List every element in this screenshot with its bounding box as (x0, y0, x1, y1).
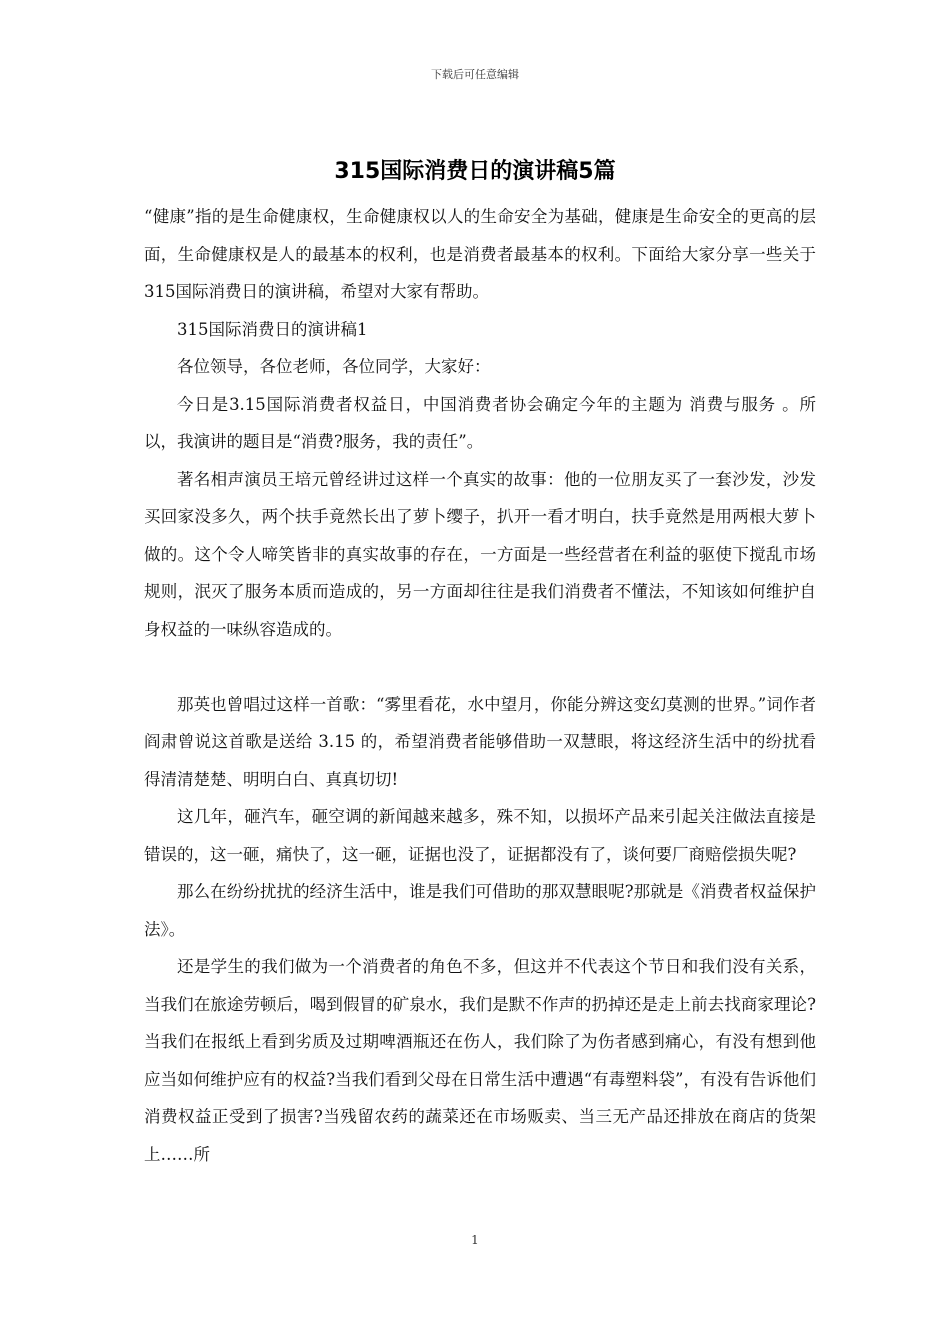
page-number: 1 (471, 1233, 479, 1247)
page-header: 下载后可任意编辑 (431, 68, 519, 81)
salutation: 各位领导，各位老师，各位同学，大家好： (177, 357, 491, 376)
body-paragraph: 著名相声演员王培元曾经讲过这样一个真实的故事：他的一位朋友买了一套沙发，沙发买回家没多久，两个扶手竟然长出了萝卜缨子，扒开一看才明白，扶手竟然是用两根大萝卜做的。这个令人啼笑皆非的真实故事的存在，一方面是一些经营者在利益的驱使下搅乱市场规则，泯灭了服务本质而造成的，另一方面却往往是我们消费者不懂法，不知该如何维护自身权益的一味纵容造成的。 (144, 469, 816, 639)
body-paragraph: 还是学生的我们做为一个消费者的角色不多，但这并不代表这个节日和我们没有关系，当我们在旅途劳顿后，喝到假冒的矿泉水，我们是默不作声的扔掉还是走上前去找商家理论?当我们在报纸上看到劣质及过期啤酒瓶还在伤人，我们除了为伤者感到痛心，有没有想到他应当如何维护应有的权益?当我们看到父母在日常生活中遭遇“有毒塑料袋”，有没有告诉他们消费权益正受到了损害?当残留农药的蔬菜还在市场贩卖、当三无产品还排放在商店的货架上……所 (144, 957, 816, 1164)
document-title: 315国际消费日的演讲稿5篇 (334, 159, 616, 184)
section-heading: 315国际消费日的演讲稿1 (177, 319, 368, 339)
body-paragraph: 这几年，砸汽车，砸空调的新闻越来越多，殊不知，以损坏产品来引起关注做法直接是错误的，这一砸，痛快了，这一砸，证据也没了，证据都没有了，谈何要厂商赔偿损失呢? (144, 807, 816, 864)
body-paragraph: 今日是3.15国际消费者权益日，中国消费者协会确定今年的主题为 消费与服务 。所以，我演讲的题目是“消费?服务，我的责任”。 (144, 394, 816, 451)
body-paragraph: 那么在纷纷扰扰的经济生活中，谁是我们可借助的那双慧眼呢?那就是《消费者权益保护法》。 (144, 882, 816, 939)
document-body (144, 198, 816, 1173)
body-paragraph: 那英也曾唱过这样一首歌：“雾里看花，水中望月，你能分辨这变幻莫测的世界。”词作者阎肃曾说这首歌是送给 3.15 的，希望消费者能够借助一双慧眼，将这经济生活中的纷扰看得清清楚楚、明明白白、真真切切! (144, 694, 816, 789)
intro-paragraph: “健康”指的是生命健康权，生命健康权以人的生命安全为基础，健康是生命安全的更高的层面，生命健康权是人的最基本的权利，也是消费者最基本的权利。下面给大家分享一些关于315国际消费日的演讲稿，希望对大家有帮助。 (144, 207, 816, 301)
